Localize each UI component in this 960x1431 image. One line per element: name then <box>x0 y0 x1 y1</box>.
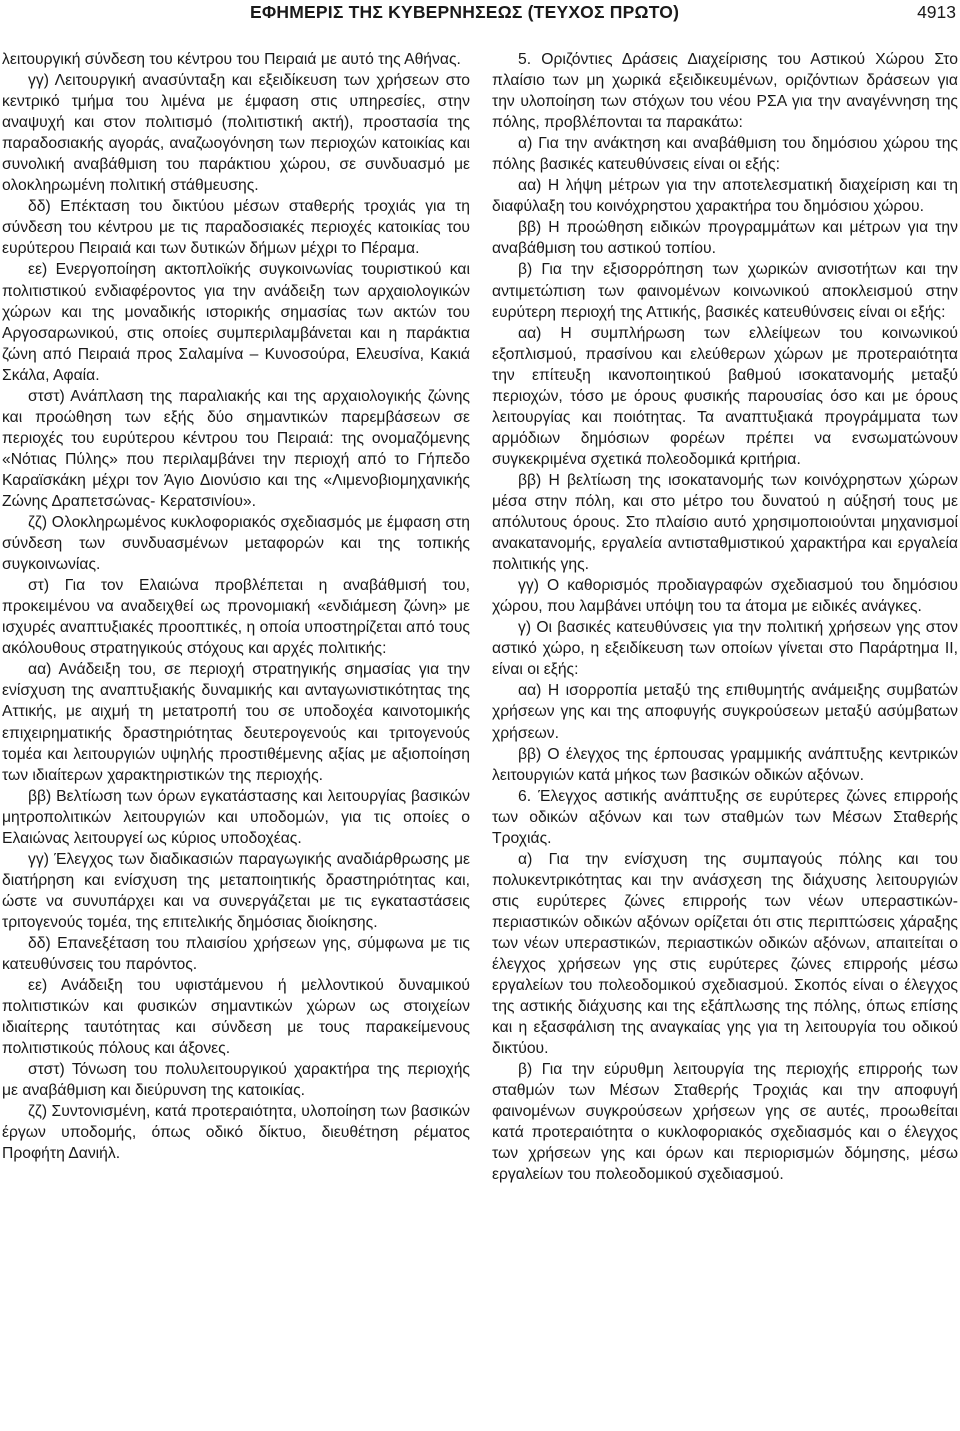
paragraph: στ) Για τον Ελαιώνα προβλέπεται η αναβάθμισή του, προκειμένου να αναδειχθεί ως προνομιακή «ενδιάμεση ζώνη» με ισχυρές αναπτυξιακές προοπτικές, η οποία υποστηρίζεται από τους ακόλουθους στρατηγικούς στόχους και αρχές πολιτικής: <box>2 577 470 658</box>
paragraph: λειτουργική σύνδεση του κέντρου του Πειραιά με αυτό της Αθήνας. <box>2 51 461 68</box>
right-column <box>492 49 958 1186</box>
paragraph: ββ) Η βελτίωση της ισοκατανομής των κοινόχρηστων χώρων μέσα στην πόλη, και στο μέτρο του δυνατού η αύξησή τους με απόλυτους όρους. Στο πλαίσιο αυτό χρησιμοποιούνται μηχανισμοί ανακατανομής, εργαλεία αντισταθμιστικού χαρακτήρα και εργαλεία πολιτικής γης. <box>492 471 958 574</box>
paragraph: δδ) Επανεξέταση του πλαισίου χρήσεων γης, σύμφωνα με τις κατευθύνσεις του παρόντος. <box>2 934 470 974</box>
paragraph: δδ) Επέκταση του δικτύου μέσων σταθερής τροχιάς για τη σύνδεση του κέντρου με τις παραδοσιακές περιοχές κατοικίας του ευρύτερου Πειραιά και των δυτικών δήμων μέχρι το Πέραμα. <box>2 198 470 258</box>
paragraph: β) Για την εύρυθμη λειτουργία της περιοχής επιρροής των σταθμών των Μέσων Σταθερής Τροχιάς και την αποφυγή φαινομένων συγκρούσεων χρήσεων γης σε αυτές, προωθείται κατά προτεραιότητα ο κυκλοφοριακός σχεδιασμός και ο έλεγχος των χρήσεων γης και όρων και περιορισμών δόμησης, μέσω εργαλείων του πολεοδομικού σχεδιασμού. <box>492 1061 958 1184</box>
gazette-title: ΕΦΗΜΕΡΙΣ ΤΗΣ ΚΥΒΕΡΝΗΣΕΩΣ (ΤΕΥΧΟΣ ΠΡΩΤΟ) <box>250 2 680 22</box>
paragraph: αα) Η συμπλήρωση των ελλείψεων του κοινωνικού εξοπλισμού, πρασίνου και ελεύθερων χώρων με προτεραιότητα την επίτευξη ικανοποιητικού βαθμού ισοκατανομής μεταξύ περιοχών, τόσο με όρους φυσικής παρουσίας όσο και με όρους λειτουργίας και ποιότητας. Τα αναπτυξιακά προγράμματα των αρμόδιων δημόσιων φορέων πρέπει να ενσωματώνουν συγκεκριμένα σχετικά πολεοδομικά κριτήρια. <box>492 324 958 468</box>
paragraph: στστ) Ανάπλαση της παραλιακής και της αρχαιολογικής ζώνης και προώθηση των εξής δύο σημαντικών παρεμβάσεων σε περιοχές του ευρύτερου κέντρου του Πειραιά: της ονομαζόμενης «Νότιας Πύλης» που περιλαμβάνει την περιοχή από το Γήπεδο Καραϊσκάκη μέχρι τον Άγιο Διονύσιο και της «Λιμενοβιομηχανικής Ζώνης Δραπετσώνας- Κερατσινίου». <box>2 387 470 510</box>
paragraph: γγ) Ο καθορισμός προδιαγραφών σχεδιασμού του δημόσιου χώρου, που λαμβάνει υπόψη του τα άτομα με ειδικές ανάγκες. <box>492 577 958 616</box>
paragraph: ββ) Ο έλεγχος της έρπουσας γραμμικής ανάπτυξης κεντρικών λειτουργιών κατά μήκος των βασικών οδικών αξόνων. <box>492 745 958 784</box>
paragraph: α) Για την ανάκτηση και αναβάθμιση του δημόσιου χώρου της πόλης βασικές κατευθύνσεις είναι οι εξής: <box>492 135 958 174</box>
paragraph: ββ) Βελτίωση των όρων εγκατάστασης και λειτουργίας βασικών μητροπολιτικών λειτουργιών και υποδομών, για τις οποίες ο Ελαιώνας λειτουργεί ως κύριος υποδοχέας. <box>2 787 470 847</box>
paragraph: ζζ) Ολοκληρωμένος κυκλοφοριακός σχεδιασμός με έμφαση στη σύνδεση των συνδυασμένων μεταφορών και της τοπικής συγκοινωνίας. <box>2 514 470 574</box>
paragraph: γ) Οι βασικές κατευθύνσεις για την πολιτική χρήσεων γης στον αστικό χώρο, η εξειδίκευση των οποίων γίνεται στο Παράρτημα ΙΙ, είναι οι εξής: <box>492 619 958 679</box>
paragraph: αα) Η λήψη μέτρων για την αποτελεσματική διαχείριση και τη διαφύλαξη του κοινόχρηστου χαρακτήρα του δημόσιου χώρου. <box>492 177 958 216</box>
page-header <box>0 0 960 30</box>
paragraph: ββ) Η προώθηση ειδικών προγραμμάτων και μέτρων για την αναβάθμιση του αστικού τοπίου. <box>492 219 958 258</box>
paragraph: β) Για την εξισορρόπηση των χωρικών ανισοτήτων και την αντιμετώπιση των φαινομένων κοινωνικού αποκλεισμού στην ευρύτερη περιοχή της Αττικής, βασικές κατευθύνσεις είναι οι εξής: <box>492 261 958 321</box>
page-number: 4913 <box>917 2 956 22</box>
paragraph: γγ) Έλεγχος των διαδικασιών παραγωγικής αναδιάρθρωσης με διατήρηση και ενίσχυση της μεταποιητικής δραστηριότητας και, ώστε να συνυπάρχει και να συνεργάζεται με τις εγκαταστάσεις τριτογενούς τομέα, της επιτελικής δημόσιας διοίκησης. <box>2 850 470 931</box>
paragraph: εε) Ενεργοποίηση ακτοπλοϊκής συγκοινωνίας τουριστικού και πολιτιστικού ενδιαφέροντος για την ανάδειξη των αρχαιολογικών χώρων και της μοναδικής ιστορικής σημασίας των ακτών του Αργοσαρωνικού, στις οποίες συμπεριλαμβάνεται και η παράκτια ζώνη από Πειραιά προς Σαλαμίνα – Κυνοσούρα, Ελευσίνα, Κακιά Σκάλα, Αφαία. <box>2 261 470 384</box>
paragraph: εε) Ανάδειξη του υφιστάμενου ή μελλοντικού δυναμικού πολιτιστικών και φυσικών σημαντικών χώρων ως στοιχείων ιδιαίτερης ταυτότητας και σύνδεση με τους παρακείμενους πολιτιστικούς πόλους και άξονες. <box>2 977 470 1058</box>
paragraph: αα) Ανάδειξη του, σε περιοχή στρατηγικής σημασίας για την ενίσχυση της αναπτυξιακής δυναμικής και ανταγωνιστικότητας της Αττικής, με αιχμή τη μετατροπή του σε υποδοχέα καινοτομικής επιχειρηματικής δραστηριότητας δευτερογενούς και τριτογενούς τομέα και λειτουργιών υψηλής προστιθέμενης αξίας με αξιοποίηση των ιδιαίτερων χαρακτηριστικών της περιοχής. <box>2 661 470 784</box>
paragraph: γγ) Λειτουργική ανασύνταξη και εξειδίκευση των χρήσεων στο κεντρικό τμήμα του λιμένα με έμφαση στις υπηρεσίες, στην αναψυχή και στον πολιτισμό (πολιτιστική ακτή), προστασία της παραδοσιακής αγοράς, αναζωογόνηση των περιοχών κατοικίας και συνολική αναβάθμιση του παράκτιου χώρου, σε συνδυασμό με ολοκληρωμένη πολιτική στάθμευσης. <box>2 72 470 195</box>
paragraph: α) Για την ενίσχυση της συμπαγούς πόλης και του πολυκεντρικότητας και την ανάσχεση της διάχυσης λειτουργιών στις ευρύτερες ζώνες επιρροής των νέων υπεραστικών- περιαστικών οδικών αξόνων ορίζεται ότι στις περιπτώσεις χάραξης των νέων υπεραστικών, περιαστικών οδικών αξόνων, απαιτείται ο έλεγχος χρήσεων γης στις ευρύτερες ζώνες επιρροής μέσω εργαλείων του πολεοδομικού σχεδιασμού. Σκοπός είναι ο έλεγχος της αστικής διάχυσης και της εξάπλωσης της πόλης, όπως επίσης και η εξασφάλιση της αναγκαίας γης για τη λειτουργία του οδικού δικτύου. <box>492 850 958 1058</box>
section-heading-paragraph: 6. Έλεγχος αστικής ανάπτυξης σε ευρύτερες ζώνες επιρροής των οδικών αξόνων και των σταθμών των Μέσων Σταθερής Τροχιάς. <box>492 787 958 847</box>
paragraph: αα) Η ισορροπία μεταξύ της επιθυμητής ανάμειξης συμβατών χρήσεων γης και της αποφυγής συγκρούσεων μεταξύ ασύμβατων χρήσεων. <box>492 682 958 742</box>
paragraph: ζζ) Συντονισμένη, κατά προτεραιότητα, υλοποίηση των βασικών έργων υποδομής, όπως οδικό δίκτυο, διευθέτηση ρέματος Προφήτη Δανιήλ. <box>2 1103 470 1163</box>
left-column <box>2 49 470 1164</box>
section-heading-paragraph: 5. Οριζόντιες Δράσεις Διαχείρισης του Αστικού Χώρου Στο πλαίσιο των μη χωρικά εξειδικευμένων, οριζόντιων δράσεων για την υλοποίηση των στόχων του νέου ΡΣΑ για την αναγέννηση της πόλης, προβλέπονται τα παρακάτω: <box>492 51 958 132</box>
paragraph: στστ) Τόνωση του πολυλειτουργικού χαρακτήρα της περιοχής με αναβάθμιση και διεύρυνση της κατοικίας. <box>2 1061 470 1100</box>
